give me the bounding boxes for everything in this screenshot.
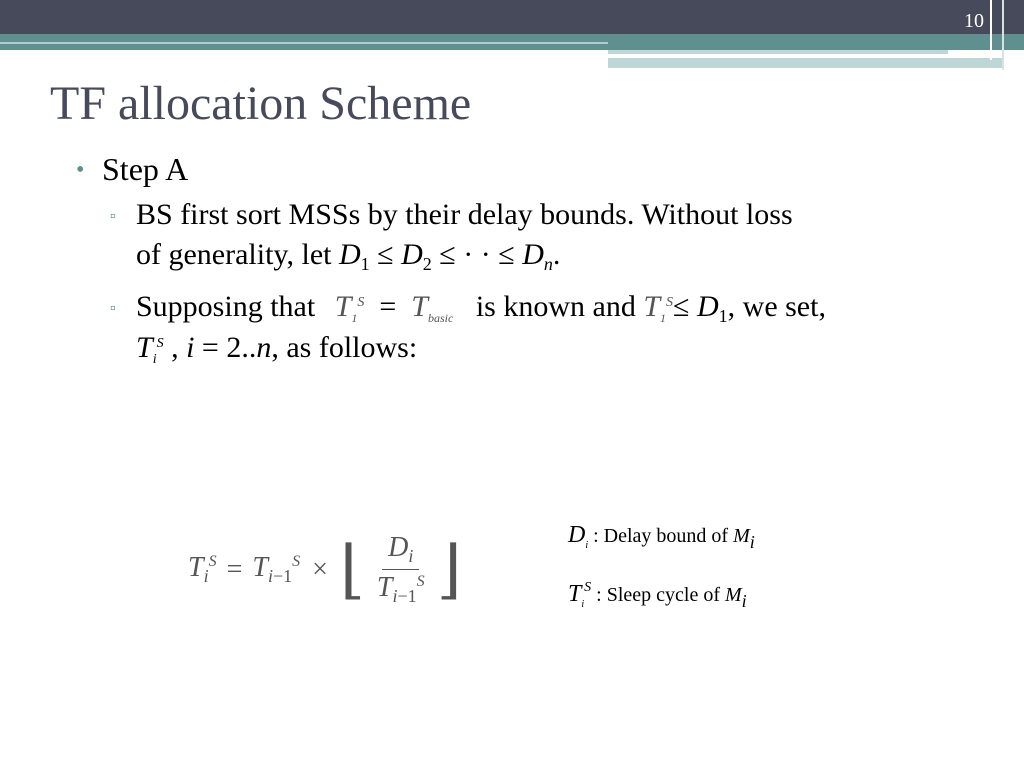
- supposing-line-1: Supposing that $T_1^S = T_{basic}$ is known and $T_1^S\le D_1$, we set,: [136, 290, 826, 326]
- legend-sleep-cycle: $T_i^S$ : Sleep cycle of $M_i$: [568, 580, 747, 611]
- sleep-cycle-text: : Sleep cycle of: [596, 584, 725, 606]
- sub-bullet-text: [136, 198, 793, 275]
- header-stripe-light: [608, 50, 948, 54]
- slide-number: 10: [964, 10, 984, 32]
- legend-i: i: [741, 591, 747, 611]
- sleep-cycle-formula: $T_i^S$ = $T_{i-1}^S$ × ⌊ $\frac{D_i}{T_{i-1}^S}$ ⌋: [188, 532, 462, 606]
- bullet-step-a: [76, 151, 188, 188]
- slide-title: TF allocation Scheme: [50, 77, 472, 130]
- legend-M: M: [733, 525, 750, 547]
- we-set-text: , we set,: [727, 290, 826, 323]
- header-divider-2: [1002, 0, 1004, 70]
- legend-M: M: [724, 584, 742, 606]
- formula-fraction: $\frac{D_i}{T_{i-1}^S}$: [376, 532, 425, 606]
- tis-math: $T_i^S$: [136, 331, 164, 367]
- sub-bullet-supposing: [110, 290, 826, 368]
- delay-bound-text: : Delay bound of: [593, 525, 734, 547]
- header-stripe: [0, 42, 608, 44]
- generality-text: of generality, let: [136, 238, 339, 271]
- header-divider: [990, 0, 992, 60]
- header-stripe-light-2: [608, 58, 1002, 68]
- sub-bullet-line-2: of generality, let $D_1 \le D_2$ ≤ · · ≤ $D_n$.: [136, 238, 561, 274]
- square-bullet-icon: ▫: [110, 300, 116, 317]
- legend-delay-bound: $D_i$ : Delay bound of $M_i$: [568, 522, 755, 552]
- header-band-dark: [0, 0, 1024, 34]
- as-follows-text: , as follows:: [271, 331, 418, 364]
- sub-bullet-sort: [110, 198, 793, 275]
- sub-bullet-line-1: BS first sort MSSs by their delay bounds. Without loss: [136, 198, 793, 231]
- t1s-math-2: $T_1^S$: [643, 290, 674, 325]
- tbasic-math: $T_{basic}$: [411, 290, 454, 325]
- bullet-dot-icon: •: [76, 157, 85, 183]
- square-bullet-icon: ▫: [110, 208, 116, 225]
- supposing-text: Supposing that: [136, 290, 316, 323]
- step-label: Step A: [102, 151, 189, 187]
- legend-i: i: [749, 532, 755, 552]
- known-text: is known and: [475, 290, 636, 323]
- supposing-line-2: $T_i^S$ , i = 2..n, as follows:: [136, 331, 418, 367]
- floor-right-bracket: ⌋: [436, 533, 462, 605]
- sub-bullet-text: [136, 290, 826, 368]
- t1s-math: $T_1^S$: [334, 290, 365, 325]
- floor-left-bracket: ⌊: [339, 533, 365, 605]
